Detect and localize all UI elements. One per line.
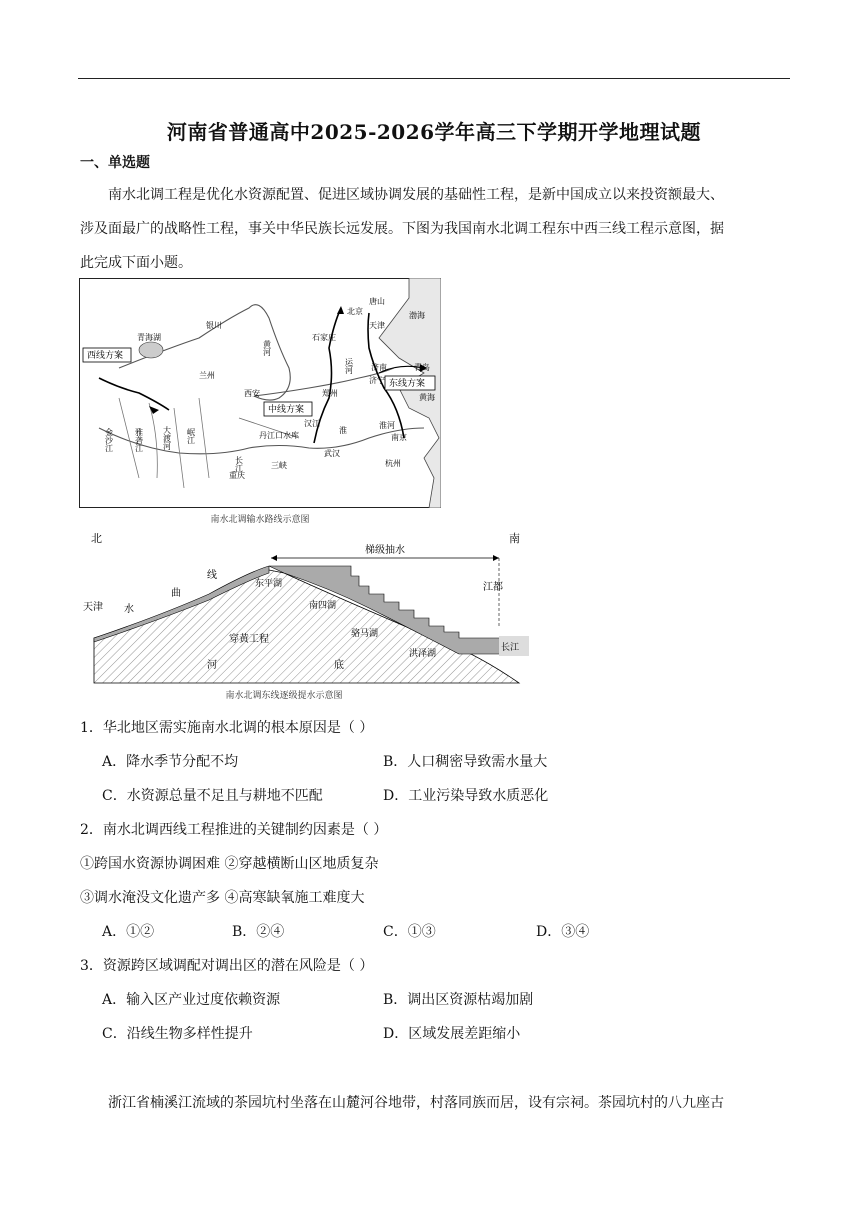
map-label: 淮河 <box>379 421 395 430</box>
route-map <box>79 278 441 508</box>
profile-caption: 南水北调东线逐级提水示意图 <box>225 691 343 701</box>
q3-option-b[interactable]: B．调出区资源枯竭加剧 <box>383 992 534 1008</box>
profile-riverbed: 底 <box>334 660 344 671</box>
q2-statements: ③调水淹没文化遗产多 ④高寒缺氧施工难度大 <box>80 890 365 906</box>
passage-line: 浙江省楠溪江流域的茶园坑村坐落在山麓河谷地带，村落同族而居，设有宗祠。茶园坑村的八九座古 <box>108 1095 724 1111</box>
map-label: 岷江 <box>186 428 196 444</box>
profile-chuanhuang: 穿黄工程 <box>229 634 269 645</box>
map-label: 郑州 <box>322 389 338 398</box>
profile-south: 南 <box>509 532 520 545</box>
map-label: 汉江 <box>304 419 320 428</box>
passage-line: 南水北调工程是优化水资源配置、促进区域协调发展的基础性工程，是新中国成立以来投资额最大、 <box>108 187 724 203</box>
q2-option-b[interactable]: B．②④ <box>232 924 285 940</box>
profile-riverbed: 河 <box>207 660 217 671</box>
question-3-stem: 3．资源跨区域调配对调出区的潜在风险是（ ） <box>80 958 374 974</box>
profile-diagram <box>79 528 529 688</box>
q1-option-b[interactable]: B．人口稠密导致需水量大 <box>383 754 548 770</box>
q1-option-a[interactable]: A．降水季节分配不均 <box>102 754 239 770</box>
profile-stepped: 梯级抽水 <box>365 545 405 556</box>
map-label: 武汉 <box>324 449 340 458</box>
map-label-middle: 中线方案 <box>268 405 305 415</box>
question-1-stem: 1．华北地区需实施南水北调的根本原因是（ ） <box>80 720 374 736</box>
profile-north: 北 <box>91 532 102 545</box>
profile-jiangdu: 江都 <box>483 582 503 593</box>
section-heading: 一、单选题 <box>80 155 150 171</box>
map-label: 雅砻江 <box>134 428 144 452</box>
map-label: 丹江口水库 <box>259 431 299 440</box>
map-label: 长江 <box>234 456 244 472</box>
q2-option-c[interactable]: C．①③ <box>383 924 436 940</box>
profile-luoma: 骆马湖 <box>351 629 379 639</box>
map-label-west: 西线方案 <box>87 351 124 361</box>
map-label: 黄河 <box>262 340 272 356</box>
q2-option-a[interactable]: A．①② <box>102 924 155 940</box>
map-label: 大渡河 <box>162 426 172 450</box>
map-label: 唐山 <box>369 297 385 306</box>
map-label: 金沙江 <box>104 428 114 452</box>
map-label: 济南 <box>371 363 387 372</box>
map-label: 北京 <box>347 307 363 316</box>
question-2-stem: 2．南水北调西线工程推进的关键制约因素是（ ） <box>80 822 388 838</box>
map-label: 济宁 <box>369 376 385 385</box>
profile-dongping: 东平湖 <box>255 579 283 589</box>
map-label: 杭州 <box>385 459 401 468</box>
map-label: 三峡 <box>271 461 287 470</box>
profile-canal-char: 水 <box>124 604 134 615</box>
profile-canal-char: 曲 <box>171 588 181 599</box>
map-label: 银川 <box>206 321 222 330</box>
map-label: 重庆 <box>229 471 245 480</box>
profile-nansi: 南四湖 <box>309 601 337 611</box>
passage-1 <box>80 178 790 280</box>
page-title: 河南省普通高中2025-2026学年高三下学期开学地理试题 <box>166 120 702 144</box>
map-label: 青海湖 <box>137 333 161 342</box>
passage-line: 此完成下面小题。 <box>80 255 192 271</box>
profile-figure <box>79 528 529 701</box>
map-label: 青岛 <box>414 363 430 372</box>
header-rule <box>78 78 790 79</box>
map-label: 兰州 <box>199 371 215 380</box>
q2-statements: ①跨国水资源协调困难 ②穿越横断山区地质复杂 <box>80 856 379 872</box>
q1-option-c[interactable]: C．水资源总量不足且与耕地不匹配 <box>102 788 323 804</box>
q3-option-d[interactable]: D．区域发展差距缩小 <box>383 1026 521 1042</box>
profile-yangtze: 长江 <box>501 643 520 653</box>
map-label: 西安 <box>244 389 260 398</box>
map-label: 淮 <box>339 426 347 435</box>
map-label: 渤海 <box>409 311 425 320</box>
map-label: 南京 <box>391 433 407 442</box>
map-label: 黄海 <box>419 393 435 402</box>
passage-line: 涉及面最广的战略性工程，事关中华民族长远发展。下图为我国南水北调工程东中西三线工程示意图，据 <box>80 221 724 237</box>
q1-option-d[interactable]: D．工业污染导致水质恶化 <box>383 788 549 804</box>
map-label: 天津 <box>369 321 385 330</box>
q3-option-a[interactable]: A．输入区产业过度依赖资源 <box>102 992 281 1008</box>
map-label: 石家庄 <box>312 333 336 342</box>
route-map-figure <box>79 278 441 525</box>
map-label-east: 东线方案 <box>389 379 426 389</box>
q3-option-c[interactable]: C．沿线生物多样性提升 <box>102 1026 253 1042</box>
passage-2 <box>80 1086 790 1120</box>
q2-option-d[interactable]: D．③④ <box>536 924 590 940</box>
profile-hongze: 洪泽湖 <box>409 649 437 659</box>
profile-canal-char: 线 <box>207 570 217 581</box>
profile-tianjin: 天津 <box>83 602 103 613</box>
map-caption: 南水北调输水路线示意图 <box>210 515 310 525</box>
map-label: 运河 <box>344 358 354 374</box>
